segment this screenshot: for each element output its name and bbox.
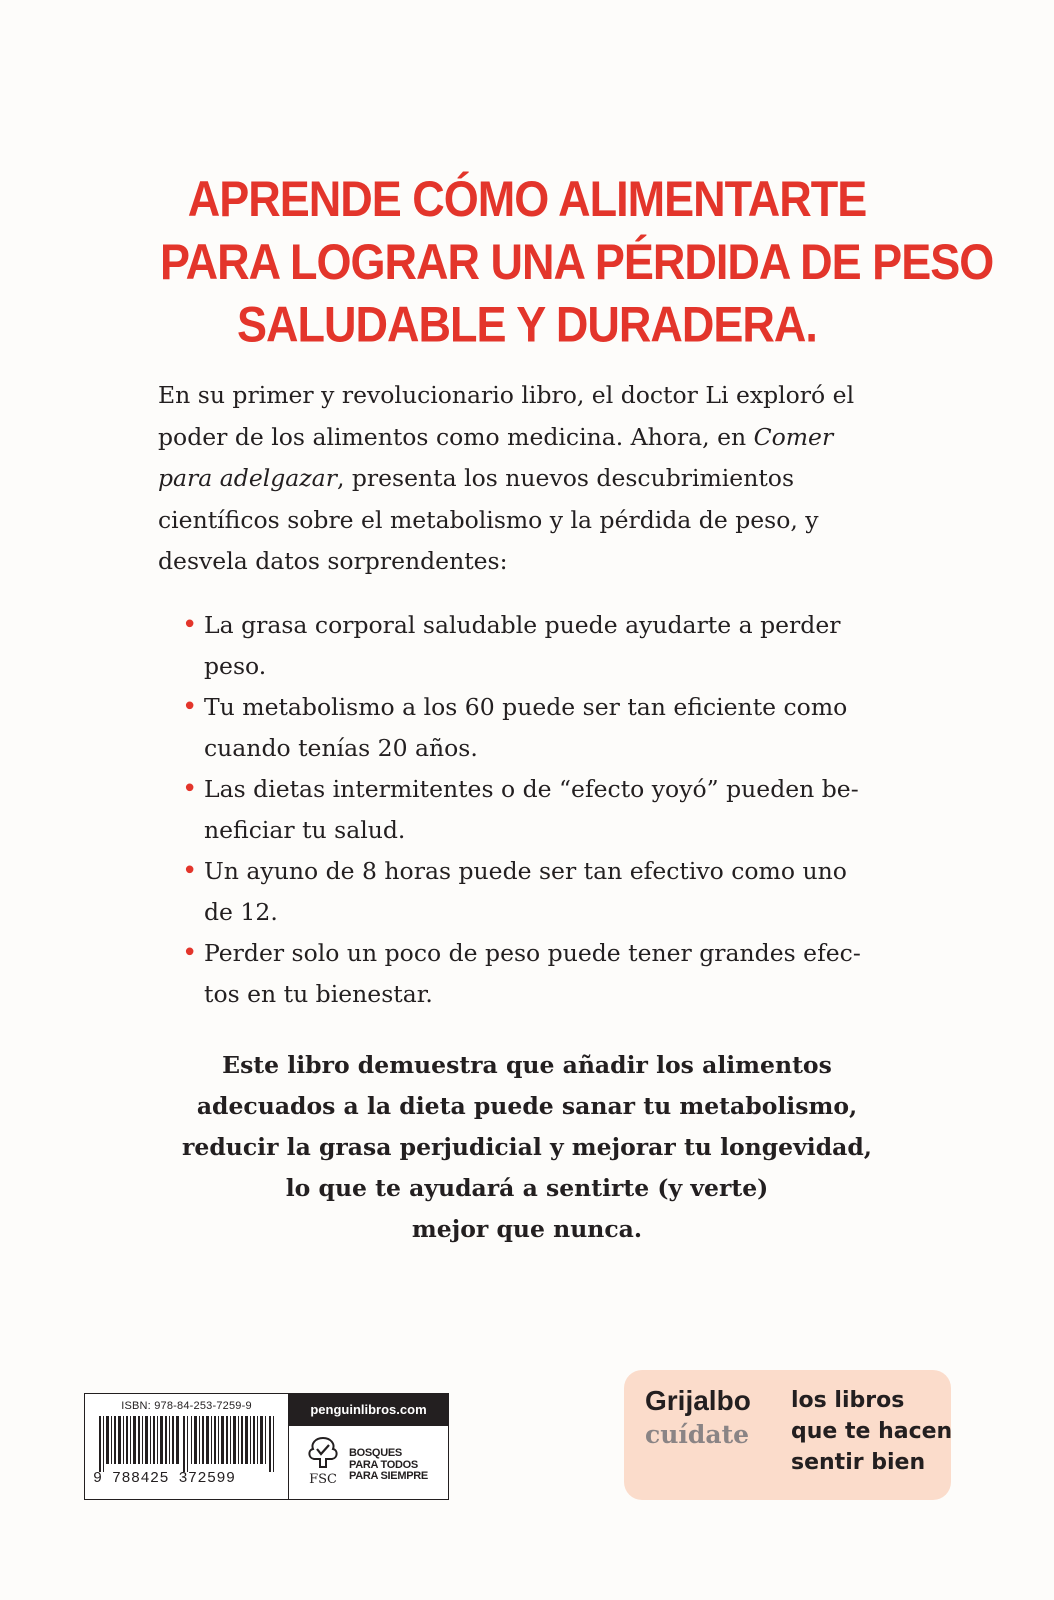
bullet-icon: • (182, 938, 198, 968)
barcode-panel (84, 1393, 449, 1500)
list-item-text: Un ayuno de 8 horas puede ser tan efectivo como uno de 12. (204, 857, 847, 926)
intro-paragraph (158, 375, 858, 583)
fsc-label: FSC (309, 1472, 337, 1487)
closing-line-4: lo que te ayudará a sentirte (y verte) (285, 1174, 769, 1202)
tree-check-icon (305, 1436, 341, 1470)
grijalbo-badge (624, 1370, 951, 1500)
tagline-line-2: que te hacen (791, 1419, 953, 1444)
intro-part-2: , presenta los nuevos descubrimientos científicos sobre el metabolismo y la pérdida de peso, y desvela datos sorprendentes: (158, 464, 819, 575)
brand-name: Grijalbo (645, 1385, 751, 1416)
brand-collection: cuídate (645, 1420, 750, 1449)
list-item-text: Las dietas intermitentes o de “efecto yoyó” pueden beneficiar tu salud. (204, 775, 859, 844)
list-item (182, 851, 862, 933)
benefits-list (182, 605, 862, 1015)
bosques-text (349, 1448, 428, 1483)
barcode-icon (97, 1416, 279, 1472)
bullet-icon: • (182, 610, 198, 640)
barcode-digits: 9 788425 372599 (93, 1470, 236, 1487)
closing-line-5: mejor que nunca. (411, 1215, 643, 1243)
list-item (182, 605, 862, 687)
bullet-icon: • (182, 856, 198, 886)
closing-line-3: reducir la grasa perjudicial y mejorar tu longevidad, (182, 1133, 872, 1161)
publisher-url[interactable]: penguinlibros.com (289, 1394, 448, 1426)
bullet-icon: • (182, 774, 198, 804)
list-item-text: Tu metabolismo a los 60 puede ser tan eficiente como cuando tenías 20 años. (204, 693, 848, 762)
list-item (182, 933, 862, 1015)
bullet-icon: • (182, 692, 198, 722)
list-item (182, 687, 862, 769)
headline-line-3: SALUDABLE Y DURADERA. (237, 295, 817, 353)
headline (160, 168, 994, 356)
headline-line-2: PARA LOGRAR UNA PÉRDIDA DE PESO (160, 232, 994, 291)
list-item-text: Perder solo un poco de peso puede tener grandes efectos en tu bienestar. (204, 939, 861, 1008)
closing-line-2: adecuados a la dieta puede sanar tu metabolismo, (196, 1092, 858, 1120)
closing-statement (150, 1045, 904, 1250)
brand-tagline (791, 1385, 952, 1478)
fsc-logo (303, 1436, 343, 1487)
isbn-label: ISBN: 978-84-253-7259-9 (121, 1400, 252, 1412)
tagline-line-1: los libros (791, 1388, 905, 1413)
book-title: Comer para adelgazar (158, 422, 834, 492)
headline-line-1: APRENDE CÓMO ALIMENTARTE (187, 170, 867, 228)
list-item-text: La grasa corporal saludable puede ayudarte a perder peso. (204, 611, 841, 680)
intro-part-1: En su primer y revolucionario libro, el doctor Li exploró el poder de los alimentos como medicina. Ahora, en (158, 381, 855, 451)
bosques-line-1: BOSQUES (349, 1447, 402, 1459)
list-item (182, 769, 862, 851)
barcode-section (85, 1394, 289, 1499)
closing-line-1: Este libro demuestra que añadir los alimentos (222, 1051, 832, 1079)
bosques-line-3: PARA SIEMPRE (349, 1470, 428, 1482)
bosques-line-2: PARA TODOS (349, 1458, 418, 1471)
publisher-section (289, 1394, 448, 1499)
tagline-line-3: sentir bien (791, 1450, 926, 1475)
